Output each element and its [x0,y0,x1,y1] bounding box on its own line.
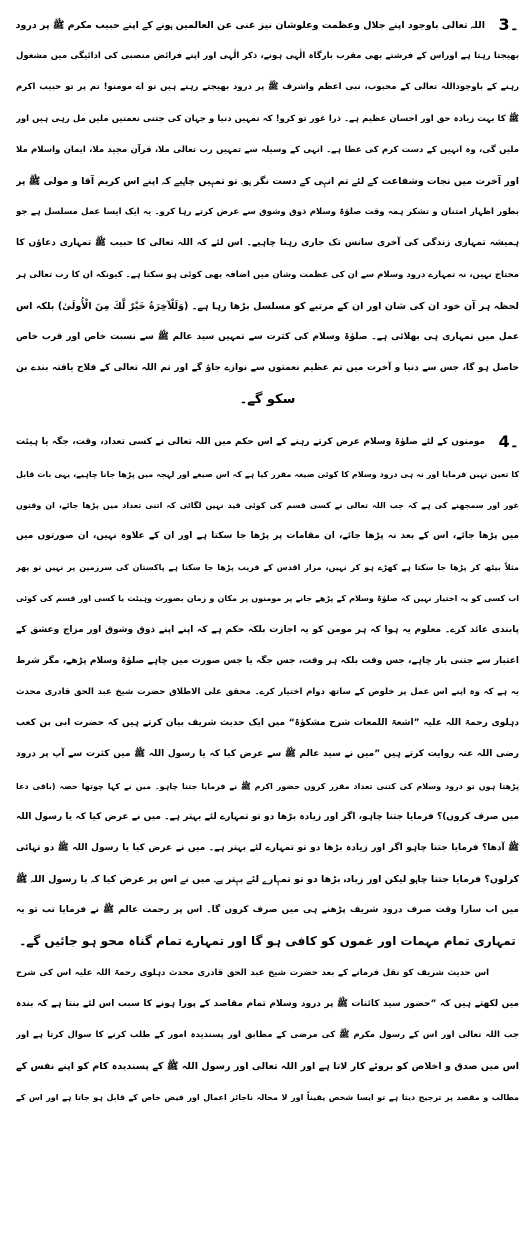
text-line: میں لکھتے ہیں کہ ”حضور سید کائنات ﷺ پر درود وسلام تمام مقاصد کے پورا ہونے کا سبب اس لئے بنتا ہے کہ بندہ [16,998,519,1009]
section-number: 3۔ [498,15,519,34]
text-line: مومنوں کے لئے صلوٰۃ وسلام عرض کرتے رہنے کے اس حکم میں اللہ تعالی نے کسی تعداد، وقت، جگہ یا ہیئت [16,437,485,448]
text-line: پابندی عائد کرے۔ معلوم یہ ہوا کہ ہر مومن کو یہ اجازت بلکہ حکم ہے کہ اپنے اپنے ذوق وشوق اور مزاج وعشق کے [16,624,519,635]
text-line: رضی اللہ عنہ روایت کرتے ہیں ”میں نے سید عالم ﷺ سے عرض کیا کہ یا رسول اللہ ﷺ میں کثرت سے آپ پر درود [16,749,519,760]
section-3 [16,10,519,415]
section-4 [16,427,519,957]
commentary-paragraph [16,958,519,1114]
text-line: میں اب سارا وقت صرف درود شریف پڑھنے ہی میں صرف کروں گا۔ اس پر رحمت عالم ﷺ نے فرمایا تب تو یہ [16,905,519,916]
text-line: ملیں گی، وہ انہیں کے دست کرم کی عطا ہے۔ انہی کے وسیلہ سے تمہیں رب تعالی ملا، قرآن مجید ملا، ایمان واسلام ملا [16,144,519,155]
text-line: مثلاً بیٹھ کر پڑھا جا سکتا ہے کھڑے ہو کر نہیں، مزار اقدس کے قریب پڑھا جا سکتا ہے پاکستان کی سرزمین پر نہیں تو پھر [16,563,519,573]
text-line: محتاج نہیں، نہ تمہارے درود وسلام سے ان کی عظمت وشان میں اضافہ بھی کوئی ہو سکتا ہے۔ کیونکہ ان کا رب تعالی ہر [16,269,519,280]
section-number: 4۔ [498,432,519,452]
text-line: ﷺ آدھا؟ فرمایا جتنا چاہو اگر اور زیادہ بڑھا دو تو تمہارے لئے بہتر ہے۔ میں نے عرض کیا یا رسول اللہ ﷺ دو تہائی [16,842,519,853]
text-line: ﷺ کا بہت زیادہ حق اور احسان عظیم ہے۔ ذرا غور تو کرو! کہ تمہیں دنیا و جہان کی جتنی نعمتیں ملیں مل رہی ہیں اور [16,113,519,124]
text-line: سکو گے۔ [239,392,296,408]
text-line: کرلوں؟ فرمایا جتنا چاہو لیکن اور زیادہ بڑھا دو تو تمہارے لئے بہتر ہے۔ میں نے اس پر عرض کیا کہ یا رسول اللہ ﷺ [16,874,519,886]
text-line: بھیجتا رہتا ہے اوراس کے فرشتے بھی مقرب بارگاہ الٰہی ہونے، ذکر الٰہی اور اپنے فرائض منصبی کی ادائیگی میں مشغول [16,51,519,62]
text-line: میں پڑھا جائے، اس کے بعد نہ پڑھا جائے، ان مقامات پر پڑھا جا سکتا ہے اور ان کے علاوہ نہیں، ان صورتوں میں [16,531,519,541]
text-line: اور آخرت میں نجات وشفاعت کے لئے تم انہی کے دست نگر ہو۔ تو تمہیں چاہیے کہ اپنے اس کریم آقا و مولی ﷺ پر [16,175,519,187]
text-line: یہ ہے کہ وہ اپنے اس عمل پر خلوص کے ساتھ دوام اختیار کرے۔ محقق علی الاطلاق حضرت شیخ عبد الحق قادری محدث [16,686,519,697]
text-line: رہنے کے باوجوداللہ تعالی کے محبوب، نبی اعظم واشرف ﷺ پر درود بھیجتے رہتے ہیں تو اے مومنو! تم پر تو حبیب اکرم [16,82,519,93]
text-line: جب اللہ تعالی اور اس کے رسول مکرم ﷺ کی مرضی کے مطابق اور پسندیدہ امور کے طلب کرنے کا سوال کرتا ہے اور [16,1030,519,1040]
paragraph-gap [16,415,519,427]
text-line: دہلوی رحمۃ اللہ علیہ ”اشعۃ اللمعات شرح مشکوٰۃ“ میں ایک حدیث شریف بیان کرتے ہیں کہ حضرت ابی بن کعب [16,718,519,729]
text-line: تمہاری تمام مہمات اور غموں کو کافی ہو گا اور تمہارے تمام گناہ محو ہو جائیں گے۔ [19,934,516,949]
text-line: اس حدیث شریف کو نقل فرمانے کے بعد حضرت شیخ عبد الحق قادری محدث دہلوی رحمۃ اللہ علیہ اس کی شرح [16,967,489,978]
text-line: عمل میں تمہاری ہی بھلائی ہے۔ صلوٰۃ وسلام کی کثرت سے تمہیں سید عالم ﷺ سے نسبت خاص اور قرب خاص [16,331,519,342]
text-line: غور اور سمجھنے کی ہے کہ جب اللہ تعالی نے کسی قسم کی کوئی قید نہیں لگائی کہ اتنی تعداد میں پڑھا جائے، ان وقتوں [16,500,519,510]
text-line: حاصل ہو گا، جس سے دنیا و آخرت میں تم عظیم نعمتوں سے نوازے جاؤ گے اور تم اللہ تعالی کے فلاح یافتہ بندے بن [16,363,519,374]
text-line: ہمیشہ تمہاری زندگی کی آخری سانس تک جاری رہنا چاہیے۔ اس لئے کہ اللہ تعالی کا حبیب ﷺ تمہاری دعاؤں کا [16,238,519,249]
text-line: میں صرف کروں)؟ فرمایا جتنا چاہو، اگر اور زیادہ بڑھا دو تو تمہارے لئے بہتر ہے۔ میں نے عرض کیا کہ یا رسول اللہ [16,811,519,822]
text-line: بطور اظہار امتنان و تشکر ہمہ وقت صلوٰۃ وسلام ذوق وشوق سے عرض کرتے رہا کرو۔ یہ ایک ایسا عمل مسلسل ہے جو [16,207,519,218]
text-line: کا تعین نہیں فرمایا اور نہ ہی درود وسلام کا کوئی صیغہ مقرر کیا ہے کہ اس صیغے اور لہجہ میں پڑھا جانا چاہیے، یہی بات قابل [16,469,519,479]
text-line: اللہ تعالی باوجود اپنے جلال وعظمت وعلوشان نیز غنی عن العالمین ہونے کے اپنے حبیب مکرم ﷺ پر درود [16,20,485,31]
text-line: اعتبار سے جتنی بار چاہے، جس وقت بلکہ ہر وقت، جس جگہ یا جس صورت میں چاہے صلوٰۃ وسلام پڑھے، مگر شرط [16,655,519,666]
text-line: لحظہ ہر آن خود ان کی شان اور ان کے مرتبے کو مسلسل بڑھا رہا ہے۔ (وَلَلْآخِرَةُ خَيْرٌ لَّكَ مِنَ الْأُولَىٰ) بلکہ اس [16,300,519,312]
text-line: پڑھتا ہوں تو درود وسلام کی کتنی تعداد مقرر کروں حضور اکرم ﷺ نے فرمایا جتنا چاہو۔ میں نے کہا چوتھا حصہ (باقی دعا [16,781,519,791]
text-line: مطالب و مقصد پر ترجیح دیتا ہے تو ایسا شخص یقیناً اور لا محالہ ناجائز اعمال اور فیض خاص کے قابل ہو جاتا ہے اور اس کے [16,1093,519,1103]
text-line: اس میں صدق و اخلاص کو بروئے کار لاتا ہے اور اللہ تعالی اور رسول اللہ ﷺ کے پسندیدہ کام کو اپنے نفس کے [16,1061,519,1073]
text-line: اب کسی کو یہ اختیار نہیں کہ صلوٰۃ وسلام کے پڑھے جانے پر مومنوں پر مکان و زمان بصورت وہیئت یا کسی اور قسم کی کوئی [16,594,519,604]
